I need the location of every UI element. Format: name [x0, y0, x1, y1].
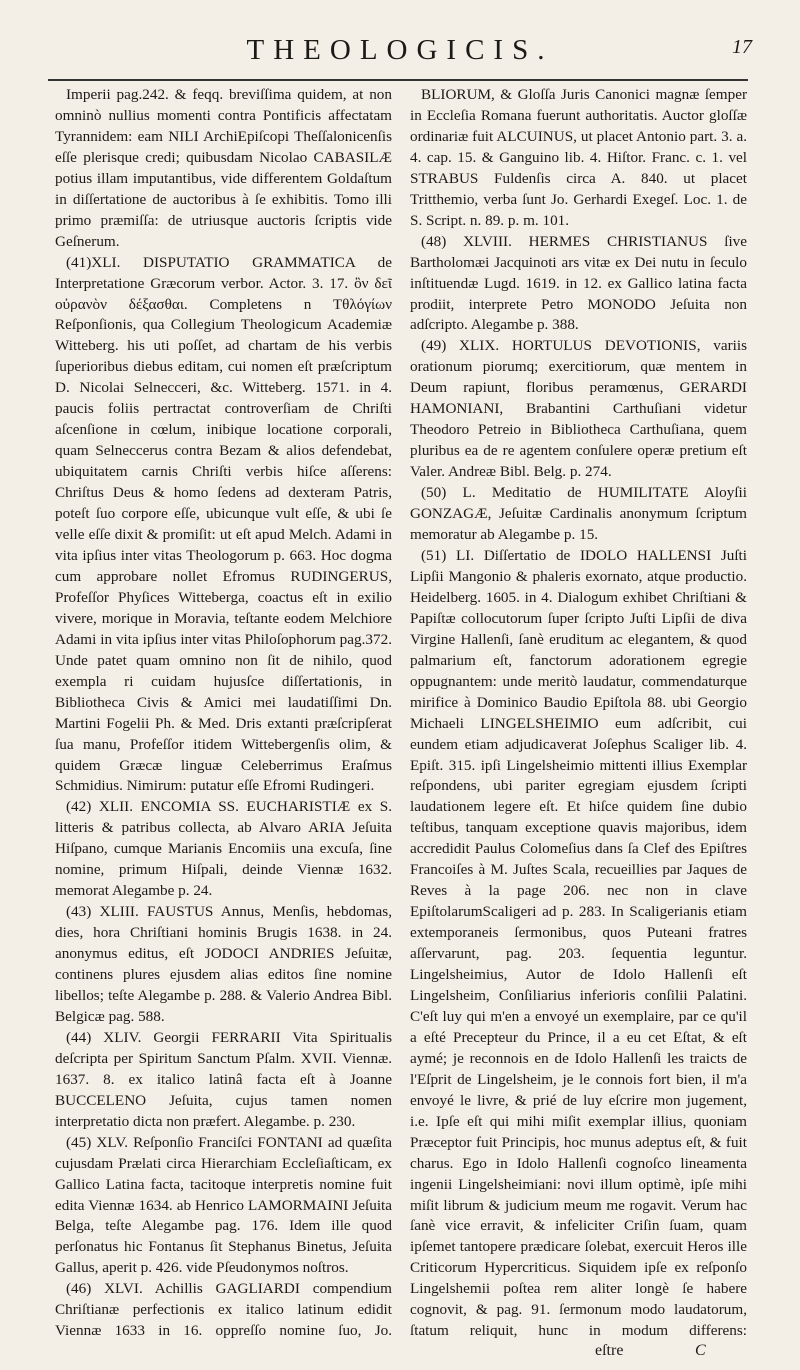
paragraph: (46) XLVI. Achillis GAGLIARDI compendium Chriſtianæ perfectionis ex italico latinum edidit Viennæ 1633 in 16. oppreſſo nomine ſuo, Jo.	[55, 1280, 392, 1340]
catchword: eſtre	[595, 1342, 624, 1359]
page-number: 17	[732, 36, 752, 58]
paragraph: (48) XLVIII. HERMES CHRISTIANUS ſive Bartholomæi Jacquinoti ars vitæ ex Dei nutu in ſeculo inſtituendæ Lugd. 1619. in 12. ex Gallico latina facta prodiit, interprete Petro MONODO Jeſuita non adſcripto. Alegambe p. 388.	[410, 232, 747, 334]
paragraph: (43) XLIII. FAUSTUS Annus, Menſis, hebdomas, dies, hora Chriſtiani hominis Brugis 1638. in 24. anonymus editus, eſt JODOCI ANDRIES Jeſuitæ, continens plures ejusdem alias editos ſine nomine libellos; teſte Alegambe p. 288. & Valerio Andrea Bibl. Belgicæ pag. 588.	[55, 903, 392, 1025]
left-column	[55, 85, 392, 1340]
signature-mark: C	[695, 1342, 706, 1359]
paragraph: (42) XLII. ENCOMIA SS. EUCHARISTIÆ ex S. litteris & patribus collecta, ab Alvaro ARIA Jeſuita Hiſpano, cumque Marianis Encomiis una excuſa, ſine nomine, primum Hiſpali, deinde Viennæ 1632. memorat Alegambe p. 24.	[55, 798, 392, 900]
running-head	[0, 30, 800, 70]
paragraph: (44) XLIV. Georgii FERRARII Vita Spiritualis deſcripta per Spiritum Sanctum Pſalm. XVII. Viennæ. 1637. 8. ex italico latinâ facta eſt à Joanne BUCCELENO Jeſuita, cujus tamen nomen interpretatio dicta non præfert. Alegambe. p. 230.	[55, 1028, 392, 1130]
paragraph: (41)XLI. DISPUTATIO GRAMMATICA de Interpretatione Græcorum verbor. Actor. 3. 17. ὃν δεῖ οὐρανὸν δέξασθαι. Completens n Tθλόγίων Reſponſionis, qua Collegium Theologicum Academiæ Witteberg. his uti poſſet, ad chartam de his verbis ſuperioribus diebus editam, cui nomen eſt præſcriptum D. Nicolai Selnecceri, &c. Witteberg. 1571. in 4. paucis foliis pertractat controverſiam de Chriſti aſcenſione in cœlum, inibique locatione corporali, quam Selneccerus contra Bezam & alios defendebat, ubiquitatem carnis Chriſti verbis hiſce aſſerens: Chriſtus Deus & homo ſedens ad dexteram Patris, poteſt ſuo corpore eſſe, ubicunque vult eſſe, & ubi ſe velle eſſe dixit & promiſit: ut eſt apud Melch. Adami in vita ipſius inter vitas Theologorum p. 663. Hoc dogma cum approbare nollet Efromus RUDINGERUS, Profeſſor Phyſices Witteberga, coactus eſt in exilio vivere, morique in Moravia, teſtante eodem Melchiore Adami in vita ipſius inter vitas Philoſophorum pag.372. Unde patet quam omnino non ſit de nihilo, quod exempla ri cuidam hujusſce diſſertationis, in Bibliotheca Civis & Amici mei laudatiſſimi Dn. Martini Fogelii Ph. & Med. Dris extanti præſcripſerat ſua manu, Profeſſor itidem Wittebergenſis olim, & quidem Græcæ linguæ Celeberrimus Eraſmus Schmidius. Nimirum: putatur eſſe Efromi Rudingeri.	[55, 253, 392, 795]
paragraph: Imperii pag.242. & feqq. breviſſima quidem, at non omninò nullius momenti contra Pontificis affectatam Tyrannidem: eam NILI ArchiEpiſcopi Theſſalonicenſis eſſe plerisque credi; quibusdam Nicolao CABASILÆ potius illam imputantibus, vide differentem Goldaſtum in diſſertatione de auctoribus à ſe exhibitis. Tomo illi primo præmiſſa: de utriusque auctoris ſcriptis vide Geſnerum.	[55, 86, 392, 250]
header-rule	[48, 79, 748, 81]
right-column	[410, 85, 747, 1340]
paragraph: BLIORUM, & Gloſſa Juris Canonici magnæ ſemper in Eccleſia Romana fuerunt authoritatis. Auctor gloſſæ ordinariæ fuit ALCUINUS, ut placet Antonio part. 3. a. 4. cap. 15. & Ganguino lib. 4. Hiſtor. Franc. c. 1. vel STRABUS Fuldenſis circa A. 840. ut placet Tritthemio, verba ſunt Jo. Gerhardi Exegeſ. Loc. 1. de S. Script. n. 89. p. m. 101.	[410, 86, 747, 229]
paragraph: (50) L. Meditatio de HUMILITATE Aloyſii GONZAGÆ, Jeſuitæ Cardinalis anonymum ſcriptum memoratur ab Alegambe p. 15.	[410, 484, 747, 544]
paragraph: (51) LI. Diſſertatio de IDOLO HALLENSI Juſti Lipſii Mangonio & phaleris exornato, atque productio. Heidelberg. 1605. in 4. Dialogum exhibet Chriſtiani & Papiſtæ collocutorum ſuper ſcripto Juſti Lipſii de diva Virgine Hallenſi, ſanè eruditum ac elegantem, & quod palmarium eſt, fanctorum adorationem egregie oppugnantem: unde meritò laudatur, commendaturque mirifice à Dominico Baudio Epiſtola 88. ubi Georgio Michaeli LINGELSHEIMIO eum adſcribit, cui eundem etiam adjudicaverat Joſephus Scaliger lib. 4. Epiſt. 315. ipſi Lingelsheimio mittenti illius Exemplar reſpondens, ubi pariter egregiam ejusdem ſcripti laudationem legere eſt. Et hiſce quidem ſine dubio teſtibus, tanquam exceptione quavis majoribus, idem accredidit Paulus Colomeſius dans ſa Clef des Epiſtres Francoiſes à M. Juſtes Scala, recueillies par Jaques de Reves à la page 206. nec non in clave EpiſtolarumScaligeri ad p. 283. In Scaligerianis etiam extemporaneis ſermonibus, quos Puteani fratres aſſervarunt, pag. 203. ſequentia leguntur. Lingelsheimius, Autor de Idolo Hallenſi eſt Lingelsheim, Conſiliarius inferioris conſilii Palatini. C'eſt luy qui m'en a envoyé un exemplaire, par ce qu'il a eſté Precepteur du Prince, il a eu cet Eſtat, & eſt aymé; je reconnois en de Idolo Hallenſi les traicts de l'Eſprit de Lingelsheim, je le connois fort bien, il m'a envoyé le livre, & prié de luy eſcrire mon jugement, i.e. Ipſe eſt qui mihi miſit exemplar illius, quoniam Præceptor fuit Principis, hoc munus adeptus eſt, & fuit charus. Ego in Idolo Hallenſi cognoſco lineamenta ingenii Lingelsheimiani: novi illum optimè, ipſe mihi miſit librum & judicium meum me rogavit. Verum hac ſanè vice erravit, & infeliciter Criſin ſuam, quam ipſemet tantopere prædicare ſolebat, exercuit Heros ille Criticorum Hypercriticus. Siquidem ipſe ex reſponſo Lingelshemii poſtea rem aliter longè ſe habere cognovit, & pag. 91. ſermonum modo laudatorum, ſtatum reliquit, hunc in modum differens:	[410, 546, 747, 1340]
paragraph: (45) XLV. Reſponſio Franciſci FONTANI ad quæſita cujusdam Prælati circa Hierarchiam Eccleſiaſticam, ex Gallico Latina facta, tacitoque interpretis nomine fuit edita Viennæ 1634. ab Henrico LAMORMAINI Jeſuita Belga, teſte Alegambe pag. 176. Idem ille quod perſonatus hic Fontanus ſit Stephanus Binetus, Jeſuita Gallus, aperit p. 426. vide Pſeudonymos noſtros.	[55, 1133, 392, 1277]
running-title: THEOLOGICIS.	[246, 34, 554, 66]
paragraph: (49) XLIX. HORTULUS DEVOTIONIS, variis orationum piorumq; exercitiorum, quæ mentem in Deum rapiunt, floribus peramœnus, GERARDI HAMONIANI, Brabantini Carthuſiani videtur Theodoro Petreio in Bibliotheca Carthuſiana, quem pluribus ea de re agentem conſulere operæ pretium eſt Valer. Andreæ Bibl. Belg. p. 274.	[410, 337, 747, 481]
